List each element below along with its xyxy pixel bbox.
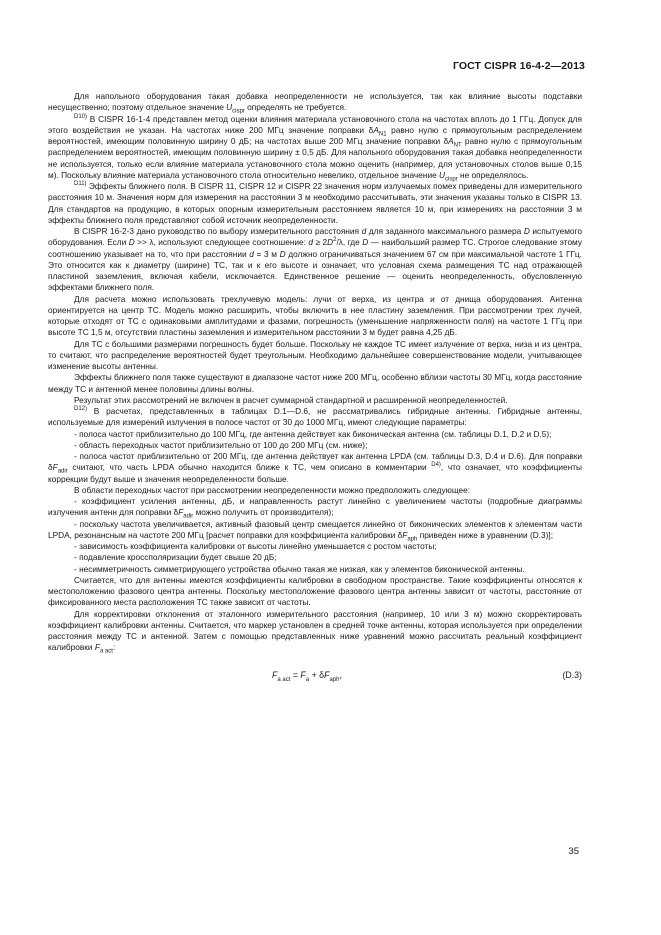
paragraph: Считается, что для антенны имеются коэффициенты калибровки в свободном пространстве. Такие коэффициенты относятся к местоположению фазового центра антенны. Поскольку местоположение фазового центра антенны зависит от частоты, расстояние от фиксированного места расположения ТС также зависит от частоты.	[48, 574, 582, 608]
paragraph: Результат этих рассмотрений не включен в расчет суммарной стандартной и расширенной неопределенностей.	[74, 394, 508, 405]
document-body	[48, 91, 582, 688]
paragraph-note-d12: $^{D12)}$ В расчетах, представленных в таблицах D.1—D.6, не рассматривались гибридные антенны. Гибридные антенны, используемые для измерений излучения в полосе частот от 30 до 1000 МГц, имеют следующие параметры:	[48, 406, 582, 428]
list-item: - зависимость коэффициента калибровки от высоты линейно уменьшается с ростом частоты;	[74, 541, 437, 551]
list-item: - полоса частот приблизительно до 100 МГц, где антенна действует как биконическая антенна (см. таблицы D.1, D.2 и D.5);	[74, 428, 552, 439]
equation-d3	[48, 666, 582, 688]
equation-number: (D.3)	[562, 669, 582, 680]
list-item: - поскольку частота увеличивается, активный фазовый центр смещается линейно от биконических элементов к элементам части LPDA, резонансным на частоте 200 МГц [расчет поправки для коэффициента калибровки $\delta F_{aph}$ приведен ниже в уравнении (D.3)];	[48, 518, 582, 543]
paragraph: Для напольного оборудования такая добавка неопределенности не используется, так как влияние высоты подставки несущественно; поэтому отдельное значение $U_{cispr}$ определять не требуется.	[48, 91, 582, 115]
page-number: 35	[568, 846, 579, 857]
paragraph: Для корректировки отклонения от эталонного измерительного расстояния (например, 10 или 3 м) можно скорректировать коэффициент калибровки антенны. Считается, что маркер установлен в средней точке антенны, которая используется при определении расстояния между ТС и антенной. Затем с помощью представленных ниже уравнений можно рассчитать реальный коэффициент калибровки $F_{a act}$:	[48, 608, 582, 655]
list-item: - полоса частот приблизительно от 200 МГц, где антенна действует как антенна LPDA (см. таблицы D.3, D.4 и D.6). Для поправки $\delta F_{adir}$ считают, что часть LPDA обычно находится ближе к ТС, чем описано в комментарии $^{D4)}$, что означает, что коэффициенты коррекции будут выше и значения неопределенности больше.	[48, 451, 582, 484]
paragraph: Для расчета можно использовать трехлучевую модель: лучи от верха, из центра и от днища оборудования. Антенна ориентируется на центр ТС. Модель можно расширить, чтобы включить в нее пластину заземления. При рассмотрении трех лучей, которые отходят от ТС с одинаковыми амплитудами и фазами, погрешность (уменьшение напряженности поля) на частоте 1 ГГц при высоте ТС 1,5 м, отсутствии пластины заземления и измерительном расстоянии 3 м будет равна 4,25 дБ.	[48, 293, 582, 338]
list-item: - несимметричность симметрирующего устройства обычно такая же низкая, как у элементов биконической антенны.	[74, 563, 525, 574]
paragraph: В CISPR 16-2-3 дано руководство по выбору измерительного расстояния d для заданного максимального размера D испытуемого оборудования. Если D >> λ, используют следующее соотношение: $d \ge 2D^2/\lambda$, где D — наибольший размер ТС. Строгое следование этому соотношению указывает на то, что при расстоянии d = 3 м D должно ограничиваться значением 67 см при максимальной частоте 1 ГГц. Это относится как к диаметру (ширине) ТС, так и к его высоте и означает, что условная схема размещения ТС над отражающей пластиной заземления, включая кабели, исключается. Единственное решение — оценить неопределенность, обусловленную эффектами ближнего поля.	[48, 226, 582, 293]
equation-expression: $F_{a act} = F_a + \delta F_{aph}$,	[272, 669, 342, 683]
paragraph-note-d10: $^{D10)}$ В CISPR 16-1-4 представлен метод оценки влияния материала установочного стола на частотах вплоть до 1 ГГц. Допуск для этого воздействия не указан. На частотах ниже 200 МГц значение поправки $\delta A_{N1}$ равно нулю с прямоугольным распределением вероятностей, имеющим половинную ширину 0 дБ; на частотах выше 200 МГц значение поправки $\delta A_{NT}$ равно нулю с прямоугольным распределением вероятностей, имеющим половинную ширину ± 0,5 дБ. Для напольного оборудования такая добавка неопределенности не используется, только если влияние материала установочного стола можно оценить (например, для установочных столов выше 0,15 м). Поскольку влияние материала установочного стола относительно невелико, отдельное значение $U_{cispr}$ не определялось.	[48, 113, 582, 183]
paragraph: В области переходных частот при рассмотрении неопределенности можно предположить следующее:	[74, 484, 471, 495]
standard-header: ГОСТ CISPR 16-4-2—2013	[452, 60, 585, 72]
paragraph: Эффекты ближнего поля также существуют в диапазоне частот ниже 200 МГц, особенно вблизи частоты 30 МГц, когда расстояние между ТС и антенной менее половины длины волны.	[48, 372, 582, 394]
paragraph: Для ТС с большими размерами погрешность будет больше. Поскольку не каждое ТС имеет излучение от верха, низа и из центра, то считают, что распределение вероятностей будет треугольным. Необходимо дальнейшее совершенствование модели, учитывающее изменение высоты антенны.	[48, 338, 582, 371]
paragraph-note-d11: $^{D11)}$ Эффекты ближнего поля. В CISPR 11, CISPR 12 и CISPR 22 значения норм излучаемых помех приведены для измерительного расстояния 10 м. Значения норм для измерения на расстоянии 3 м необходимо рассчитывать, эти значения указаны только в CISPR 13. Для стандартов на продукцию, в которых опорным измерительным расстоянием является 10 м, при измерениях на расстоянии 3 м эффекты ближнего поля представляют собой источник неопределенности.	[48, 181, 582, 225]
list-item: - подавление кроссполяризации будет свыше 20 дБ;	[74, 552, 277, 563]
list-item: - область переходных частот приблизительно от 100 до 200 МГц (см. ниже);	[74, 439, 368, 450]
list-item: - коэффициент усиления антенны, дБ, и направленность растут линейно с увеличением частоты (подробные диаграммы излучения антенн для поправки $\delta F_{adir}$ можно получить от производителя);	[48, 496, 582, 520]
